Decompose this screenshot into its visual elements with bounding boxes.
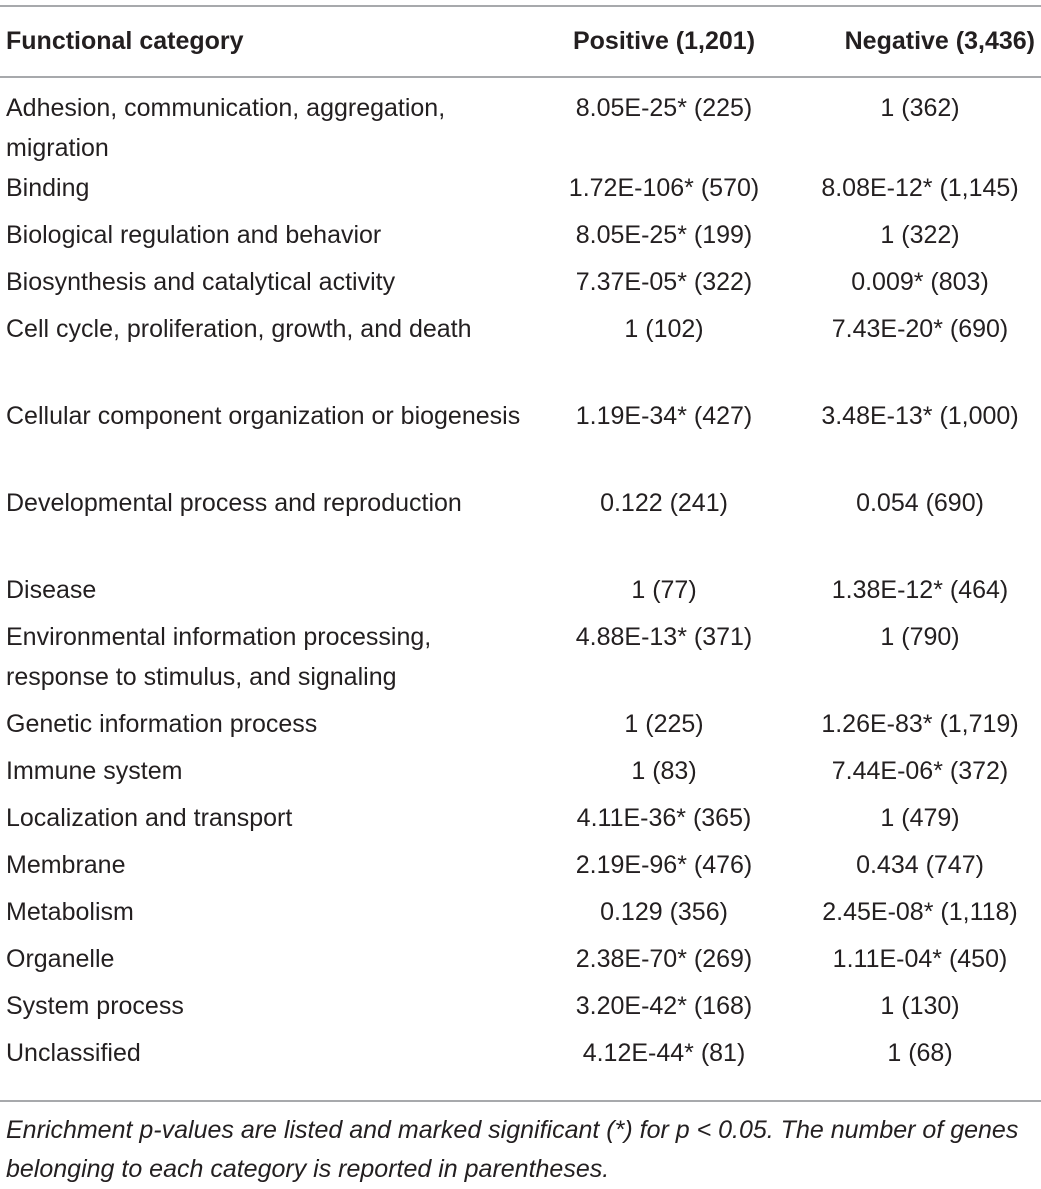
negative-cell: 3.48E-13* (1,000) [821,402,1019,430]
category-cell: Localization and transport [6,804,293,832]
category-cell: Disease [6,576,97,604]
negative-cell: 1 (130) [880,992,960,1020]
positive-cell: 4.88E-13* (371) [575,623,753,651]
negative-cell: 2.45E-08* (1,118) [822,898,1018,926]
negative-cell: 8.08E-12* (1,145) [821,174,1019,202]
positive-cell: 8.05E-25* (199) [575,221,753,249]
positive-cell: 2.38E-70* (269) [575,945,753,973]
table-row [0,215,1041,262]
category-cell: Environmental information processing, response to stimulus, and signaling [6,623,432,691]
header-row [0,7,1041,76]
positive-cell: 7.37E-05* (322) [575,268,753,296]
positive-cell: 2.19E-96* (476) [575,851,753,879]
header-positive: Positive (1,201) [572,27,756,55]
header-functional-category: Functional category [6,27,244,55]
positive-cell: 1.19E-34* (427) [575,402,753,430]
category-cell: Immune system [6,757,183,785]
positive-cell: 4.12E-44* (81) [582,1039,746,1067]
table-footnote: Enrichment p-values are listed and marked significant (*) for p < 0.05. The number of genes belonging to each category is reported in parentheses. [6,1116,1019,1183]
category-cell: Biological regulation and behavior [6,221,382,249]
category-cell: Binding [6,174,90,202]
positive-cell: 1 (225) [624,710,704,738]
category-cell: Cell cycle, proliferation, growth, and death [6,315,472,343]
positive-cell: 1 (77) [631,576,697,604]
table-row [0,986,1041,1033]
table-row [0,76,1041,168]
positive-cell: 3.20E-42* (168) [575,992,753,1020]
category-cell: Developmental process and reproduction [6,489,462,517]
negative-cell: 1.11E-04* (450) [832,945,1008,973]
table-row [0,396,1041,483]
table-row [0,798,1041,845]
positive-cell: 1.72E-106* (570) [568,174,760,202]
negative-cell: 1.26E-83* (1,719) [821,710,1019,738]
negative-cell: 0.009* (803) [851,268,989,296]
category-cell: Biosynthesis and catalytical activity [6,268,396,296]
negative-cell: 0.434 (747) [856,851,984,879]
category-cell: Cellular component organization or biogenesis [6,402,521,430]
negative-cell: 7.44E-06* (372) [831,757,1009,785]
negative-cell: 1 (790) [880,623,960,651]
category-cell: Adhesion, communication, aggregation, migration [6,94,446,162]
table-row [0,617,1041,704]
table-row [0,751,1041,798]
header-negative: Negative (3,436) [844,27,1035,55]
negative-cell: 0.054 (690) [856,489,984,517]
positive-cell: 1 (83) [631,757,697,785]
category-cell: Organelle [6,945,115,973]
table-row [0,845,1041,892]
bottom-rule [0,1100,1041,1102]
category-cell: System process [6,992,184,1020]
table-row [0,892,1041,939]
negative-cell: 1 (68) [887,1039,953,1067]
table-row [0,309,1041,396]
negative-cell: 7.43E-20* (690) [831,315,1009,343]
positive-cell: 8.05E-25* (225) [575,94,753,122]
negative-cell: 1 (362) [880,94,960,122]
enrichment-table [0,7,1041,1080]
positive-cell: 4.11E-36* (365) [576,804,752,832]
table-row [0,704,1041,751]
table-row [0,939,1041,986]
category-cell: Metabolism [6,898,134,926]
category-cell: Unclassified [6,1039,141,1067]
negative-cell: 1.38E-12* (464) [831,576,1009,604]
category-cell: Genetic information process [6,710,318,738]
positive-cell: 1 (102) [624,315,704,343]
negative-cell: 1 (479) [880,804,960,832]
table-row [0,168,1041,215]
table-row [0,483,1041,570]
table-row [0,1033,1041,1080]
positive-cell: 0.122 (241) [600,489,728,517]
table-row [0,570,1041,617]
negative-cell: 1 (322) [880,221,960,249]
positive-cell: 0.129 (356) [600,898,728,926]
table-row [0,262,1041,309]
category-cell: Membrane [6,851,126,879]
